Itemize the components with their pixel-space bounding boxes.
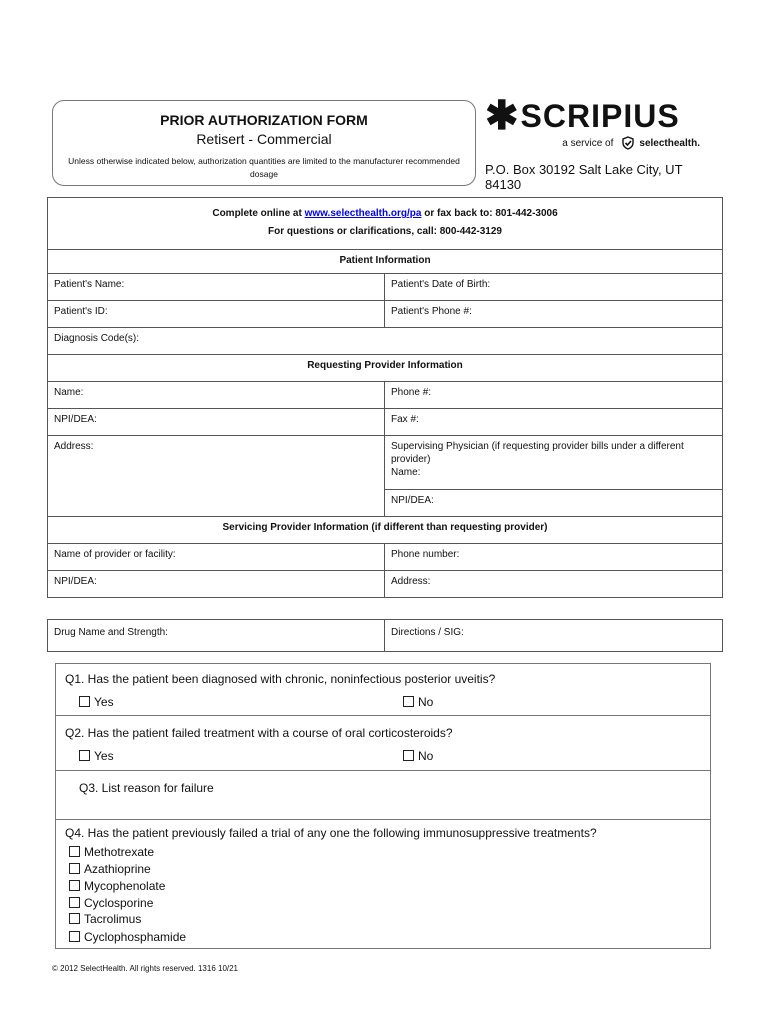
scripius-logo <box>485 94 715 192</box>
contact-info: Complete online at www.selecthealth.org/pa or fax back to: 801-442-3006 For questions or clarifications, call: 800-442-3129 <box>48 198 723 250</box>
checkbox-icon[interactable] <box>69 913 80 924</box>
supervising-name-label: Name: <box>391 467 421 478</box>
provider-npi-field[interactable]: NPI/DEA: <box>48 409 385 436</box>
provider-fax-field[interactable]: Fax #: <box>385 409 723 436</box>
checkbox-icon[interactable] <box>403 750 414 761</box>
checkbox-icon[interactable] <box>403 696 414 707</box>
supervising-npi-field[interactable]: NPI/DEA: <box>385 490 723 517</box>
checkbox-icon[interactable] <box>69 897 80 908</box>
patient-id-field[interactable]: Patient's ID: <box>48 301 385 328</box>
checkbox-icon[interactable] <box>69 863 80 874</box>
patient-dob-field[interactable]: Patient's Date of Birth: <box>385 274 723 301</box>
supervising-physician-field[interactable] <box>385 436 723 490</box>
provider-address-field[interactable]: Address: <box>48 436 385 517</box>
q2-yes-option[interactable]: Yes <box>79 749 114 763</box>
drug-name-field[interactable]: Drug Name and Strength: <box>48 620 385 652</box>
requesting-provider-heading: Requesting Provider Information <box>48 355 723 382</box>
q2-no-option[interactable]: No <box>403 749 433 763</box>
patient-phone-field[interactable]: Patient's Phone #: <box>385 301 723 328</box>
checkbox-icon[interactable] <box>79 696 90 707</box>
treatment-cyclophosphamide[interactable]: Cyclophosphamide <box>69 930 186 944</box>
asterisk-icon: ✱ <box>485 94 519 138</box>
service-line <box>485 136 715 150</box>
patient-name-field[interactable]: Patient's Name: <box>48 274 385 301</box>
service-prefix: a service of <box>562 137 614 149</box>
provider-phone-field[interactable]: Phone #: <box>385 382 723 409</box>
questions-phone-line: For questions or clarifications, call: 800-442-3129 <box>268 226 502 237</box>
servicing-name-field[interactable]: Name of provider or facility: <box>48 544 385 571</box>
provider-name-field[interactable]: Name: <box>48 382 385 409</box>
diagnosis-codes-field[interactable]: Diagnosis Code(s): <box>48 328 723 355</box>
form-subtitle: Retisert - Commercial <box>196 131 332 147</box>
q3-text: Q3. List reason for failure <box>79 781 214 795</box>
drug-table <box>47 619 723 652</box>
q2-text: Q2. Has the patient failed treatment with a course of oral corticosteroids? <box>65 726 453 740</box>
mailing-address: P.O. Box 30192 Salt Lake City, UT 84130 <box>485 162 683 192</box>
servicing-npi-field[interactable]: NPI/DEA: <box>48 571 385 598</box>
selecthealth-pa-link[interactable]: www.selecthealth.org/pa <box>304 208 422 219</box>
q4-text: Q4. Has the patient previously failed a trial of any one the following immunosuppressive treatments? <box>65 826 597 840</box>
directions-field[interactable]: Directions / SIG: <box>385 620 723 652</box>
q1-no-option[interactable]: No <box>403 695 433 709</box>
treatment-methotrexate[interactable]: Methotrexate <box>69 845 154 859</box>
servicing-phone-field[interactable]: Phone number: <box>385 544 723 571</box>
treatment-azathioprine[interactable]: Azathioprine <box>69 862 151 876</box>
servicing-provider-heading: Servicing Provider Information (if different than requesting provider) <box>48 517 723 544</box>
patient-info-heading: Patient Information <box>48 250 723 274</box>
selecthealth-brand: selecthealth. <box>639 137 700 149</box>
main-form-table <box>47 197 723 598</box>
dosage-note: Unless otherwise indicated below, authorization quantities are limited to the manufacturer recommended dosage <box>68 156 460 179</box>
shield-check-icon <box>621 136 635 150</box>
servicing-address-field[interactable]: Address: <box>385 571 723 598</box>
logo-name: SCRIPIUS <box>520 98 680 134</box>
copyright-footer: © 2012 SelectHealth. All rights reserved. 1316 10/21 <box>52 964 239 973</box>
treatment-cyclosporine[interactable]: Cyclosporine <box>69 896 153 910</box>
treatment-mycophenolate[interactable]: Mycophenolate <box>69 879 165 893</box>
checkbox-icon[interactable] <box>69 846 80 857</box>
supervising-physician-label: Supervising Physician (if requesting provider bills under a different provider) <box>391 441 684 465</box>
checkbox-icon[interactable] <box>79 750 90 761</box>
checkbox-icon[interactable] <box>69 880 80 891</box>
form-header <box>52 100 476 186</box>
questions-section <box>55 663 711 949</box>
form-title: PRIOR AUTHORIZATION FORM <box>160 112 368 128</box>
q1-yes-option[interactable]: Yes <box>79 695 114 709</box>
checkbox-icon[interactable] <box>69 931 80 942</box>
q1-text: Q1. Has the patient been diagnosed with chronic, noninfectious posterior uveitis? <box>65 672 496 686</box>
treatment-tacrolimus[interactable]: Tacrolimus <box>69 912 141 926</box>
